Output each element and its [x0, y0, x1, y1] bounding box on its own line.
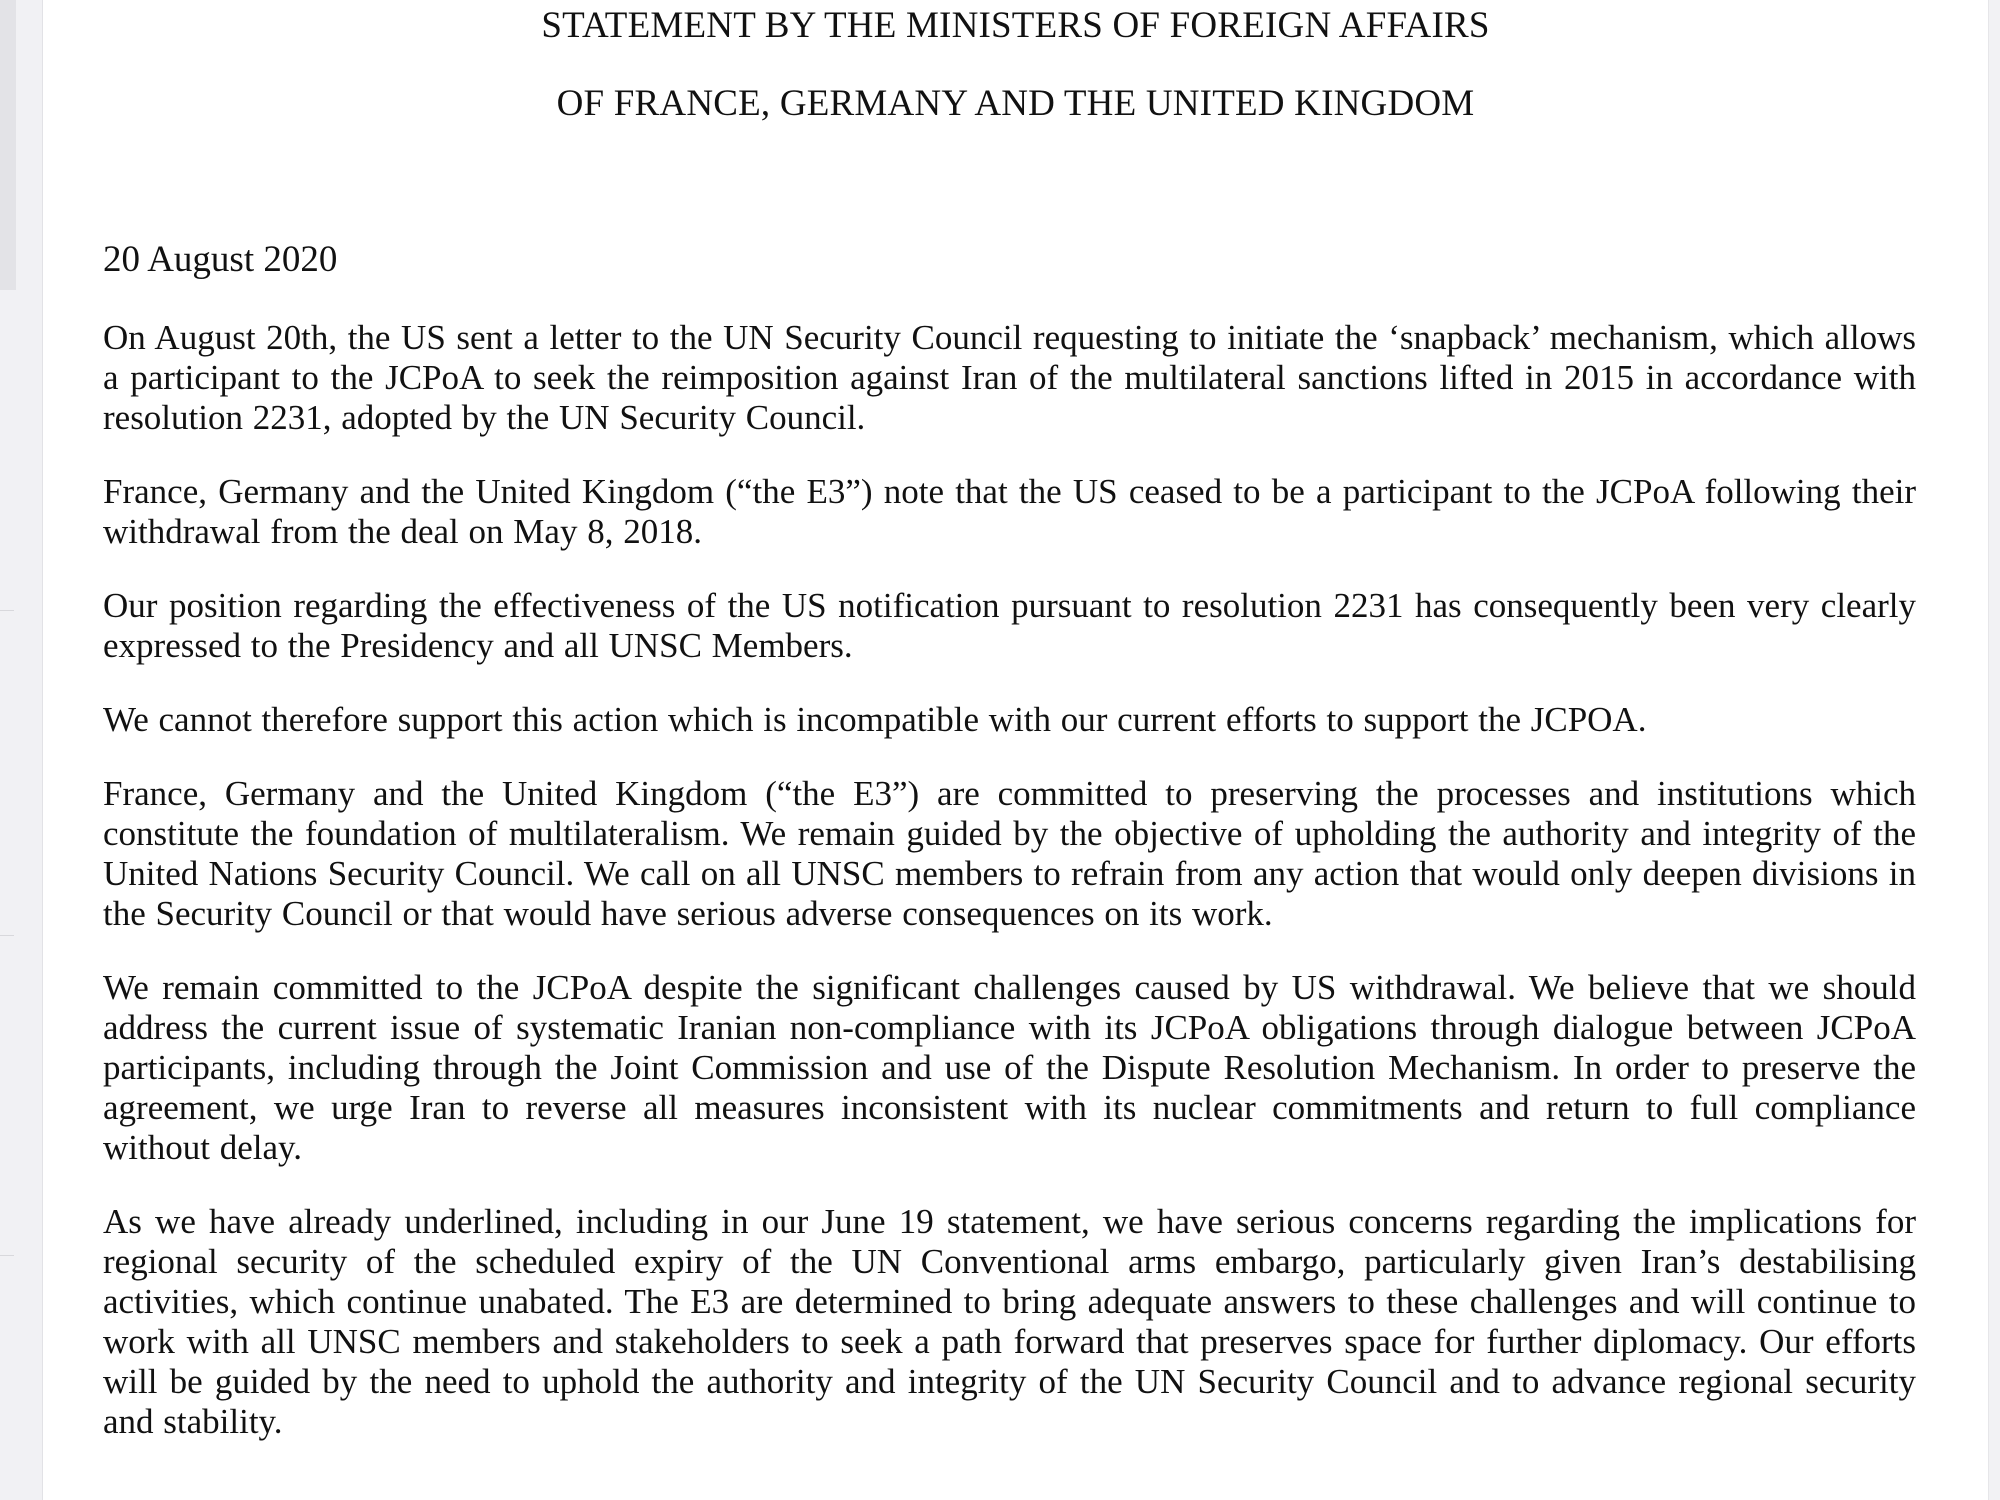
- document-page: [43, 0, 1988, 1500]
- paragraph-position: Our position regarding the effectiveness of the US notification pursuant to resolution 2231 has consequently been very clearly expressed to the Presidency and all UNSC Members.: [103, 586, 1916, 665]
- sidebar-divider: [0, 1255, 14, 1256]
- statement-date: 20 August 2020: [103, 239, 338, 280]
- right-scroll-gutter[interactable]: [1988, 0, 2000, 1500]
- paragraph-arms-embargo: As we have already underlined, including in our June 19 statement, we have serious concerns regarding the implications for regional security of the scheduled expiry of the UN Conventional arms embargo, particularly given Iran’s destabilising activities, which continue unabated. The E3 are determined to bring adequate answers to these challenges and will continue to work with all UNSC members and stakeholders to seek a path forward that preserves space for further diplomacy. Our efforts will be guided by the need to uphold the authority and integrity of the UN Security Council and to advance regional security and stability.: [103, 1202, 1916, 1441]
- sidebar-scroll-indicator[interactable]: [0, 0, 16, 290]
- paragraph-snapback-letter: On August 20th, the US sent a letter to the UN Security Council requesting to initiate the ‘snapback’ mechanism, which allows a participant to the JCPoA to seek the reimposition against Iran of the multilateral sanctions lifted in 2015 in accordance with resolution 2231, adopted by the UN Security Council.: [103, 318, 1916, 437]
- paragraph-us-withdrawal: France, Germany and the United Kingdom (“the E3”) note that the US ceased to be a participant to the JCPoA following their withdrawal from the deal on May 8, 2018.: [103, 472, 1916, 551]
- document-heading-line-2: OF FRANCE, GERMANY AND THE UNITED KINGDOM: [556, 83, 1475, 124]
- left-sidebar-rail: [0, 0, 43, 1500]
- statement-body: [103, 318, 1916, 1476]
- document-heading-line-1: STATEMENT BY THE MINISTERS OF FOREIGN AFFAIRS: [541, 5, 1490, 46]
- sidebar-divider: [0, 610, 14, 611]
- paragraph-multilateralism: France, Germany and the United Kingdom (“the E3”) are committed to preserving the processes and institutions which constitute the foundation of multilateralism. We remain guided by the objective of upholding the authority and integrity of the United Nations Security Council. We call on all UNSC members to refrain from any action that would only deepen divisions in the Security Council or that would have serious adverse consequences on its work.: [103, 774, 1916, 933]
- sidebar-divider: [0, 935, 14, 936]
- paragraph-jcpoa-commitment: We remain committed to the JCPoA despite the significant challenges caused by US withdrawal. We believe that we should address the current issue of systematic Iranian non-compliance with its JCPoA obligations through dialogue between JCPoA participants, including through the Joint Commission and use of the Dispute Resolution Mechanism. In order to preserve the agreement, we urge Iran to reverse all measures inconsistent with its nuclear commitments and return to full compliance without delay.: [103, 968, 1916, 1167]
- paragraph-cannot-support: We cannot therefore support this action which is incompatible with our current efforts to support the JCPOA.: [103, 700, 1647, 739]
